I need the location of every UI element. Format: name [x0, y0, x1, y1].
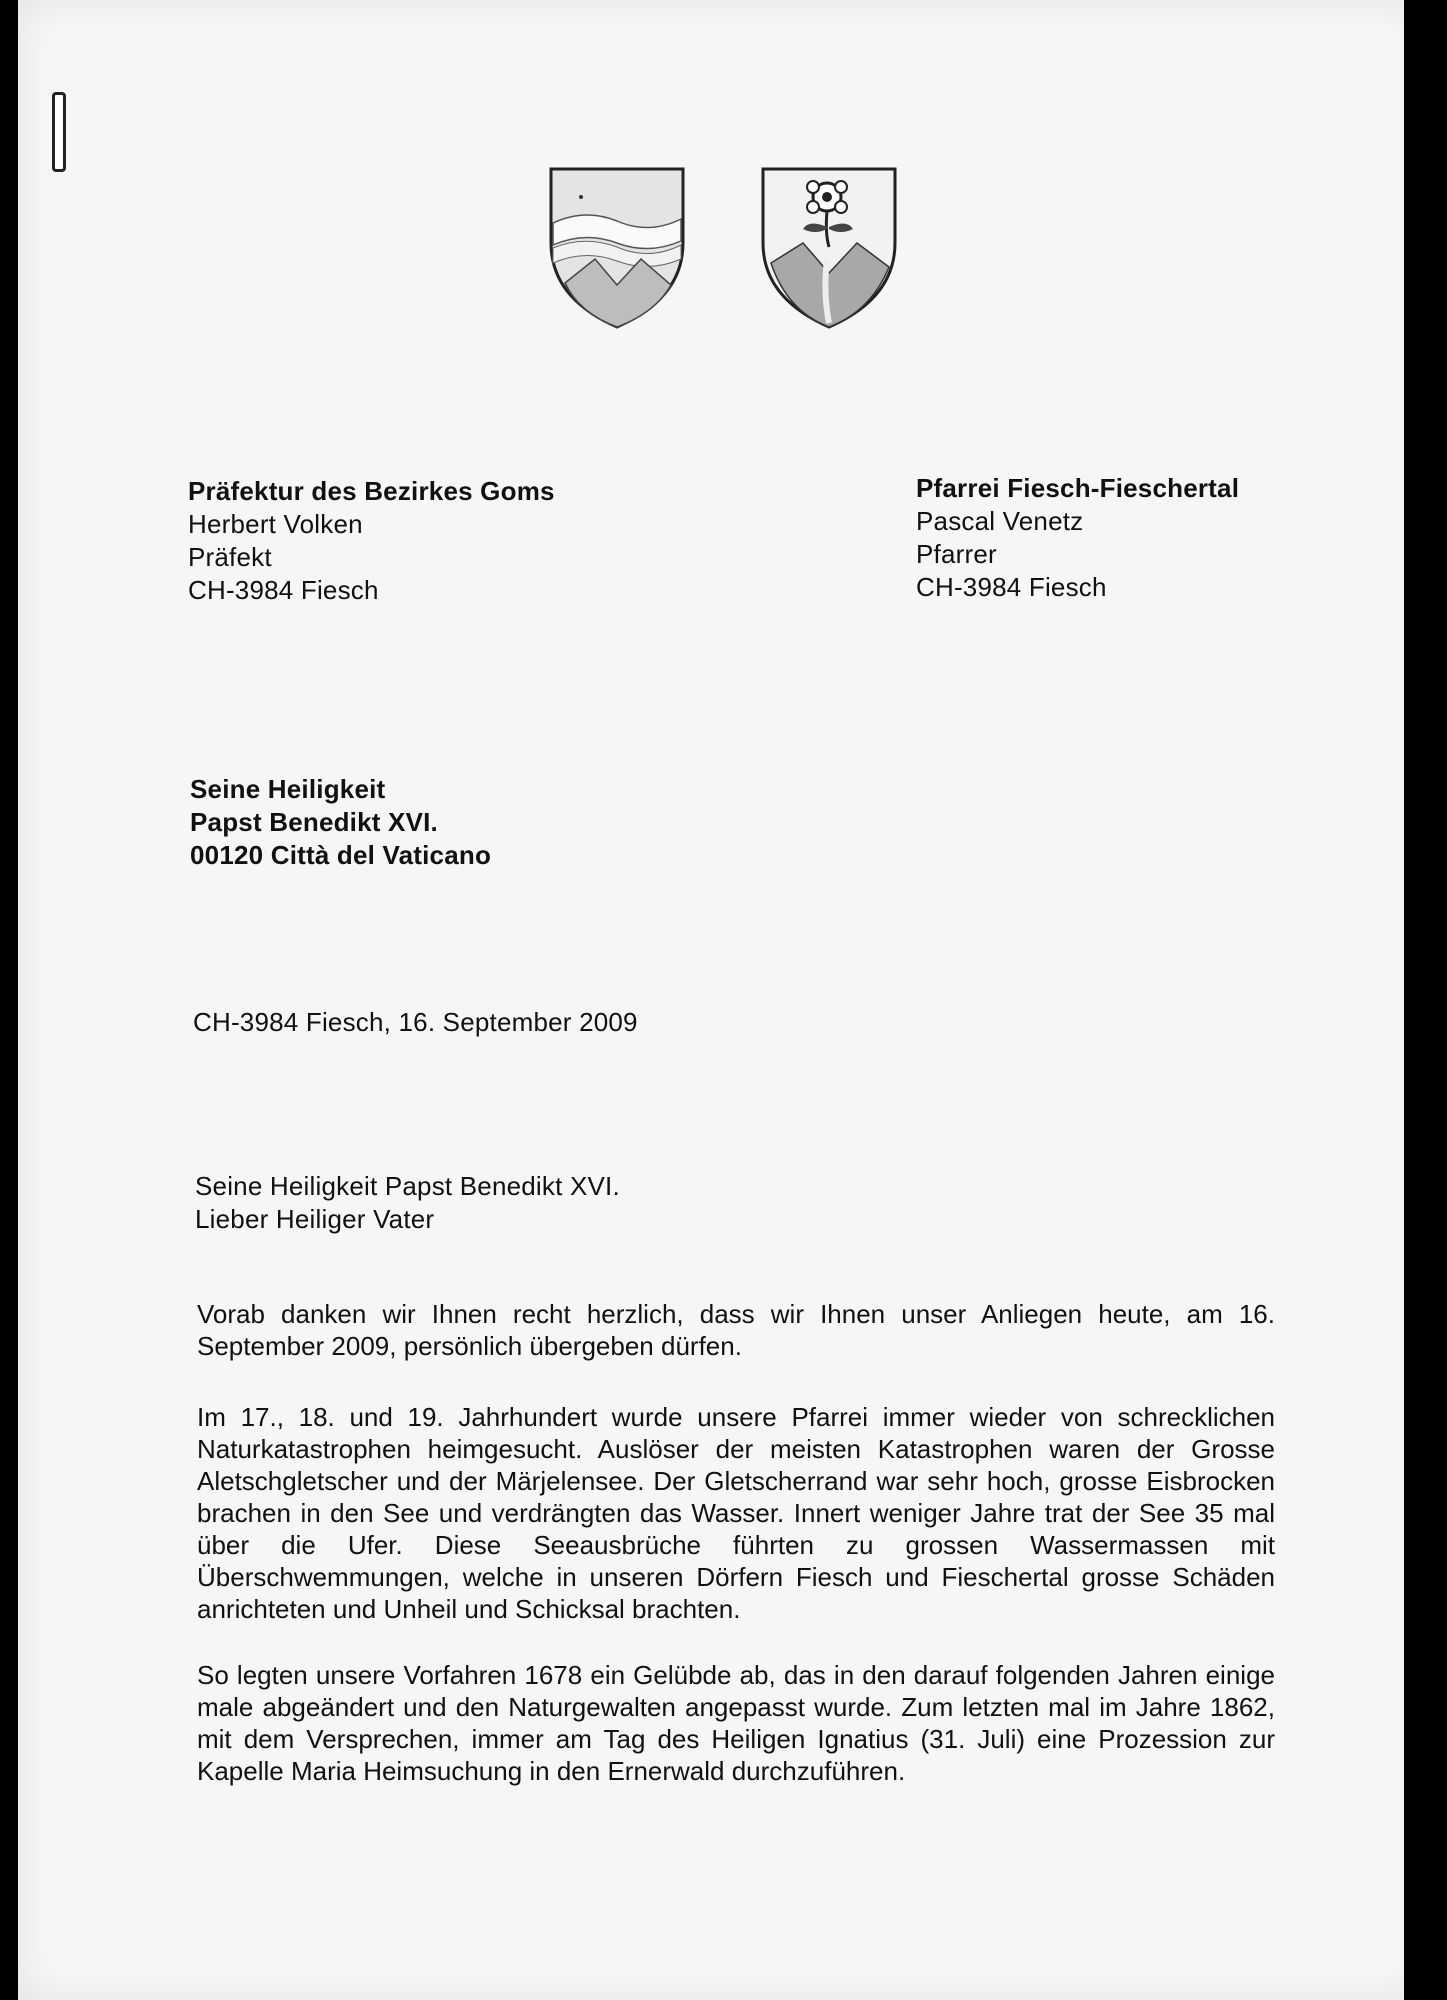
fiesch-coat-of-arms-icon: [757, 163, 901, 333]
sender-left-role: Präfekt: [188, 542, 272, 572]
sender-right-block: [916, 472, 1239, 604]
sender-right-address: CH-3984 Fiesch: [916, 572, 1107, 602]
salutation-line2: Lieber Heiliger Vater: [195, 1204, 435, 1234]
salutation-line1: Seine Heiligkeit Papst Benedikt XVI.: [195, 1171, 620, 1201]
staple-mark: [52, 92, 66, 172]
sender-right-role: Pfarrer: [916, 539, 997, 569]
salutation-block: [195, 1170, 620, 1236]
body-paragraph-2: Im 17., 18. und 19. Jahrhundert wurde unsere Pfarrei immer wieder von schrecklichen Naturkatastrophen heimgesucht. Auslöser der meisten Katastrophen waren der Grosse Aletschgletscher und der Märjelensee. Der Gletscherrand war sehr hoch, grosse Eisbrocken brachen in den See und verdrängten das Wasser. Innert weniger Jahre trat der See 35 mal über die Ufer. Diese Seeausbrüche führten zu grossen Wassermassen mit Überschwemmungen, welche in unseren Dörfern Fiesch und Fieschertal grosse Schäden anrichteten und Unheil und Schicksal brachten.: [197, 1402, 1275, 1624]
sender-right-org: Pfarrei Fiesch-Fieschertal: [916, 473, 1240, 503]
sender-left-name: Herbert Volken: [188, 509, 363, 539]
sender-left-block: [188, 475, 555, 607]
scan-border: [1404, 0, 1426, 2000]
body-paragraph-1: Vorab danken wir Ihnen recht herzlich, dass wir Ihnen unser Anliegen heute, am 16. September 2009, persönlich übergeben dürfen.: [197, 1299, 1275, 1361]
recipient-line1: Seine Heiligkeit: [190, 774, 386, 804]
sender-right-name: Pascal Venetz: [916, 506, 1084, 536]
dateline: CH-3984 Fiesch, 16. September 2009: [193, 1007, 638, 1037]
sender-left-org: Präfektur des Bezirkes Goms: [188, 476, 555, 506]
recipient-line2: Papst Benedikt XVI.: [190, 807, 438, 837]
body-paragraph-3: So legten unsere Vorfahren 1678 ein Gelübde ab, das in den darauf folgenden Jahren einige male abgeändert und den Naturgewalten angepasst wurde. Zum letzten mal im Jahre 1862, mit dem Versprechen, immer am Tag des Heiligen Ignatius (31. Juli) eine Prozession zur Kapelle Maria Heimsuchung in den Ernerwald durchzuführen.: [197, 1660, 1275, 1786]
sender-left-address: CH-3984 Fiesch: [188, 575, 379, 605]
recipient-line3: 00120 Città del Vaticano: [190, 840, 492, 870]
goms-coat-of-arms-icon: [545, 163, 689, 333]
recipient-block: [190, 773, 491, 872]
